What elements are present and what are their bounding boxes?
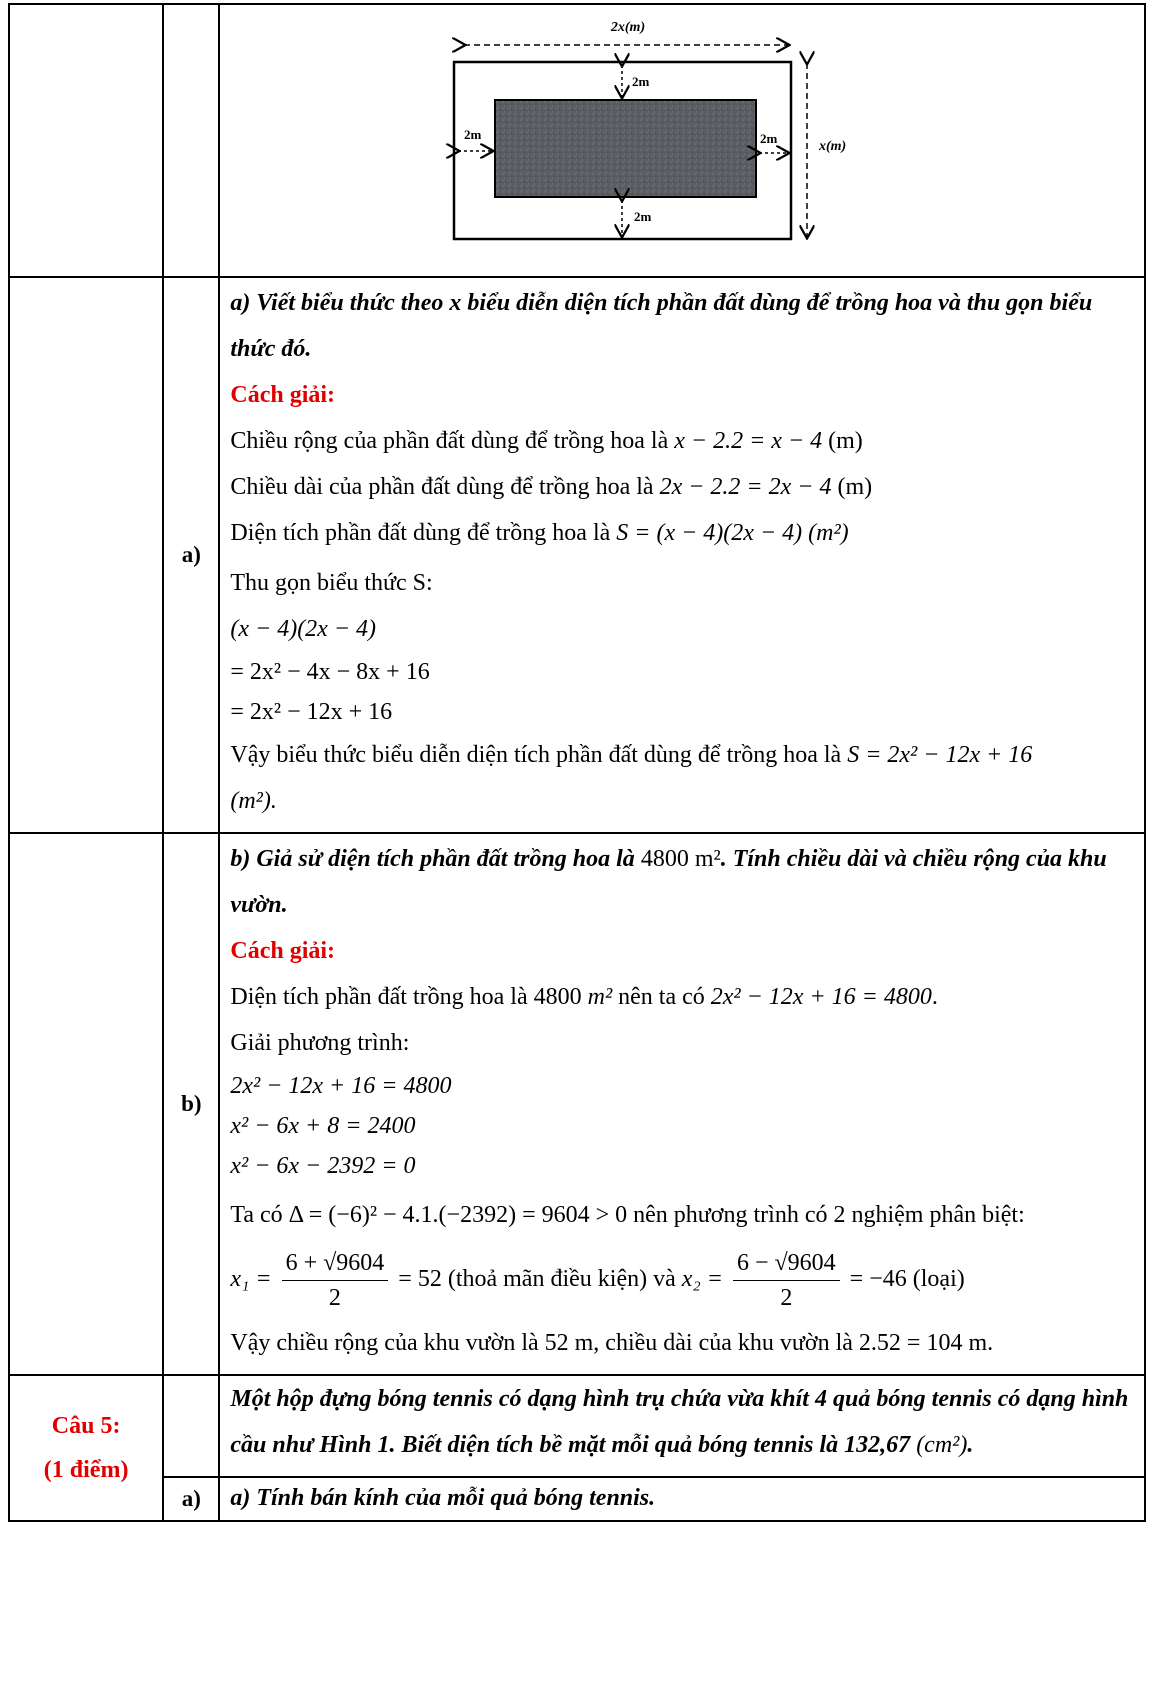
- conclusion-unit: (m²).: [230, 788, 277, 814]
- cau5-question-unit: (cm²): [916, 1432, 968, 1458]
- part-b-content: [219, 833, 1145, 1375]
- width-line: [230, 418, 1134, 464]
- cau5-question-end: .: [967, 1432, 974, 1458]
- figure-cell: [219, 4, 1145, 277]
- empty-cell: [163, 1375, 219, 1477]
- cau5-row: [9, 1375, 1145, 1477]
- final-unit: m.: [968, 1330, 994, 1356]
- part-b-question: [230, 836, 1134, 928]
- method-label: Cách giải:: [230, 382, 336, 408]
- width-text: Chiều rộng của phần đất dùng để trồng hoa là: [230, 428, 669, 454]
- part-a-content: [219, 277, 1145, 833]
- equation-2: x² − 6x + 8 = 2400: [230, 1113, 416, 1139]
- area-line: [230, 510, 1134, 556]
- conclusion-line: [230, 732, 1134, 778]
- delta-expr: Δ = (−6)² − 4.1.(−2392) = 9604 > 0: [288, 1202, 628, 1228]
- conclusion-expr: S = 2x² − 12x + 16: [847, 742, 1033, 768]
- area-expr: S = (x − 4)(2x − 4): [616, 520, 803, 546]
- delta-suffix: nên phương trình có 2 nghiệm phân biệt:: [633, 1202, 1025, 1228]
- conclusion-text: Vậy biểu thức biểu diễn diện tích phần đất dùng để trồng hoa là: [230, 742, 842, 768]
- side-dimension-label: x(m): [819, 139, 847, 154]
- cau5-question-cell: [219, 1375, 1145, 1477]
- length-text: Chiều dài của phần đất dùng để trồng hoa là: [230, 474, 654, 500]
- x1-numerator: 6 + √9604: [282, 1246, 389, 1281]
- length-unit: (m): [837, 474, 873, 500]
- x2-numerator: 6 − √9604: [733, 1246, 840, 1281]
- delta-prefix: Ta có: [230, 1202, 283, 1228]
- cau5-question: [230, 1376, 1134, 1468]
- equation-3: x² − 6x − 2392 = 0: [230, 1153, 416, 1179]
- part-b-question-1: b) Giả sử diện tích phần đất trồng hoa là: [230, 846, 635, 872]
- cau5-points: (1 điểm): [43, 1457, 129, 1483]
- x1-lhs: x₁ =: [230, 1266, 272, 1292]
- area-text: Diện tích phần đất dùng để trồng hoa là: [230, 520, 611, 546]
- figure-row: [9, 4, 1145, 277]
- garden-figure: [220, 5, 1144, 271]
- x1-rhs: = 52: [398, 1266, 442, 1292]
- flower-bed-rect: [495, 100, 756, 197]
- cau5-question-text: Một hộp đựng bóng tennis có dạng hình trụ chứa vừa khít 4 quả bóng tennis có dạng hình cầu như Hình 1. Biết diện tích bề mặt mỗi quả bóng tennis là 132,67: [230, 1386, 1129, 1458]
- cau5-sub-question: a) Tính bán kính của mỗi quả bóng tennis.: [230, 1485, 656, 1511]
- x2-denominator: 2: [780, 1284, 793, 1311]
- empty-cell: [163, 4, 219, 277]
- step-2: = 2x² − 4x − 8x + 16: [230, 659, 430, 685]
- area-eq-line: [230, 974, 1134, 1020]
- right-gap-label: 2m: [760, 131, 778, 146]
- x2-rhs: = −46: [849, 1266, 907, 1292]
- area-eq-unit: m²: [587, 984, 613, 1010]
- cau5-sub-label: a): [163, 1477, 219, 1521]
- width-unit: (m): [828, 428, 863, 454]
- width-expr: x − 2.2 = x − 4: [674, 428, 823, 454]
- cau5-label-cell: [9, 1375, 163, 1521]
- x2-fraction: [733, 1246, 840, 1315]
- empty-cell: [9, 277, 163, 833]
- area-eq-mid: nên ta có: [618, 984, 705, 1010]
- x1-denominator: 2: [328, 1284, 341, 1311]
- x2-note: (loại): [912, 1266, 965, 1292]
- step-3: = 2x² − 12x + 16: [230, 699, 393, 725]
- top-dimension-label: 2x(m): [611, 20, 646, 35]
- part-b-row: [9, 833, 1145, 1375]
- part-a-row: [9, 277, 1145, 833]
- step-1: (x − 4)(2x − 4): [230, 616, 377, 642]
- cau5-sub-row: [9, 1477, 1145, 1521]
- length-line: [230, 464, 1134, 510]
- area-eq-expr: 2x² − 12x + 16 = 4800: [710, 984, 932, 1010]
- part-a-question: a) Viết biểu thức theo x biểu diễn diện tích phần đất dùng để trồng hoa và thu gọn biểu thức đó.: [230, 290, 1093, 362]
- part-a-label: a): [163, 277, 219, 833]
- x1-fraction: [282, 1246, 389, 1315]
- area-unit: (m²): [808, 520, 849, 546]
- final-line: [230, 1320, 1134, 1366]
- empty-cell: [9, 833, 163, 1375]
- top-gap-label: 2m: [632, 74, 650, 89]
- area-eq-text: Diện tích phần đất trồng hoa là 4800: [230, 984, 582, 1010]
- cau5-title: Câu 5:: [51, 1413, 121, 1439]
- part-b-question-2: . Tính chiều dài và chiều rộng của khu vườn.: [230, 846, 1107, 918]
- area-eq-end: .: [931, 984, 938, 1010]
- final-text: Vậy chiều rộng của khu vườn là 52 m, chiều dài của khu vườn là: [230, 1330, 853, 1356]
- equation-1: 2x² − 12x + 16 = 4800: [230, 1073, 452, 1099]
- solve-line: Giải phương trình:: [230, 1030, 410, 1056]
- x2-lhs: x₂ =: [681, 1266, 723, 1292]
- roots-line: [230, 1238, 1134, 1320]
- method-label-b: Cách giải:: [230, 938, 336, 964]
- simplify-line: Thu gọn biểu thức S:: [230, 570, 433, 596]
- solution-table: [8, 3, 1146, 1522]
- part-b-question-value: 4800 m²: [640, 846, 721, 872]
- part-b-label: b): [163, 833, 219, 1375]
- cau5-sub-cell: [219, 1477, 1145, 1521]
- delta-line: [230, 1192, 1134, 1238]
- length-expr: 2x − 2.2 = 2x − 4: [659, 474, 832, 500]
- left-gap-label: 2m: [464, 127, 482, 142]
- bottom-gap-label: 2m: [634, 209, 652, 224]
- empty-cell: [9, 4, 163, 277]
- x1-note: (thoả mãn điều kiện) và: [447, 1266, 676, 1292]
- final-expr: 2.52 = 104: [858, 1330, 963, 1356]
